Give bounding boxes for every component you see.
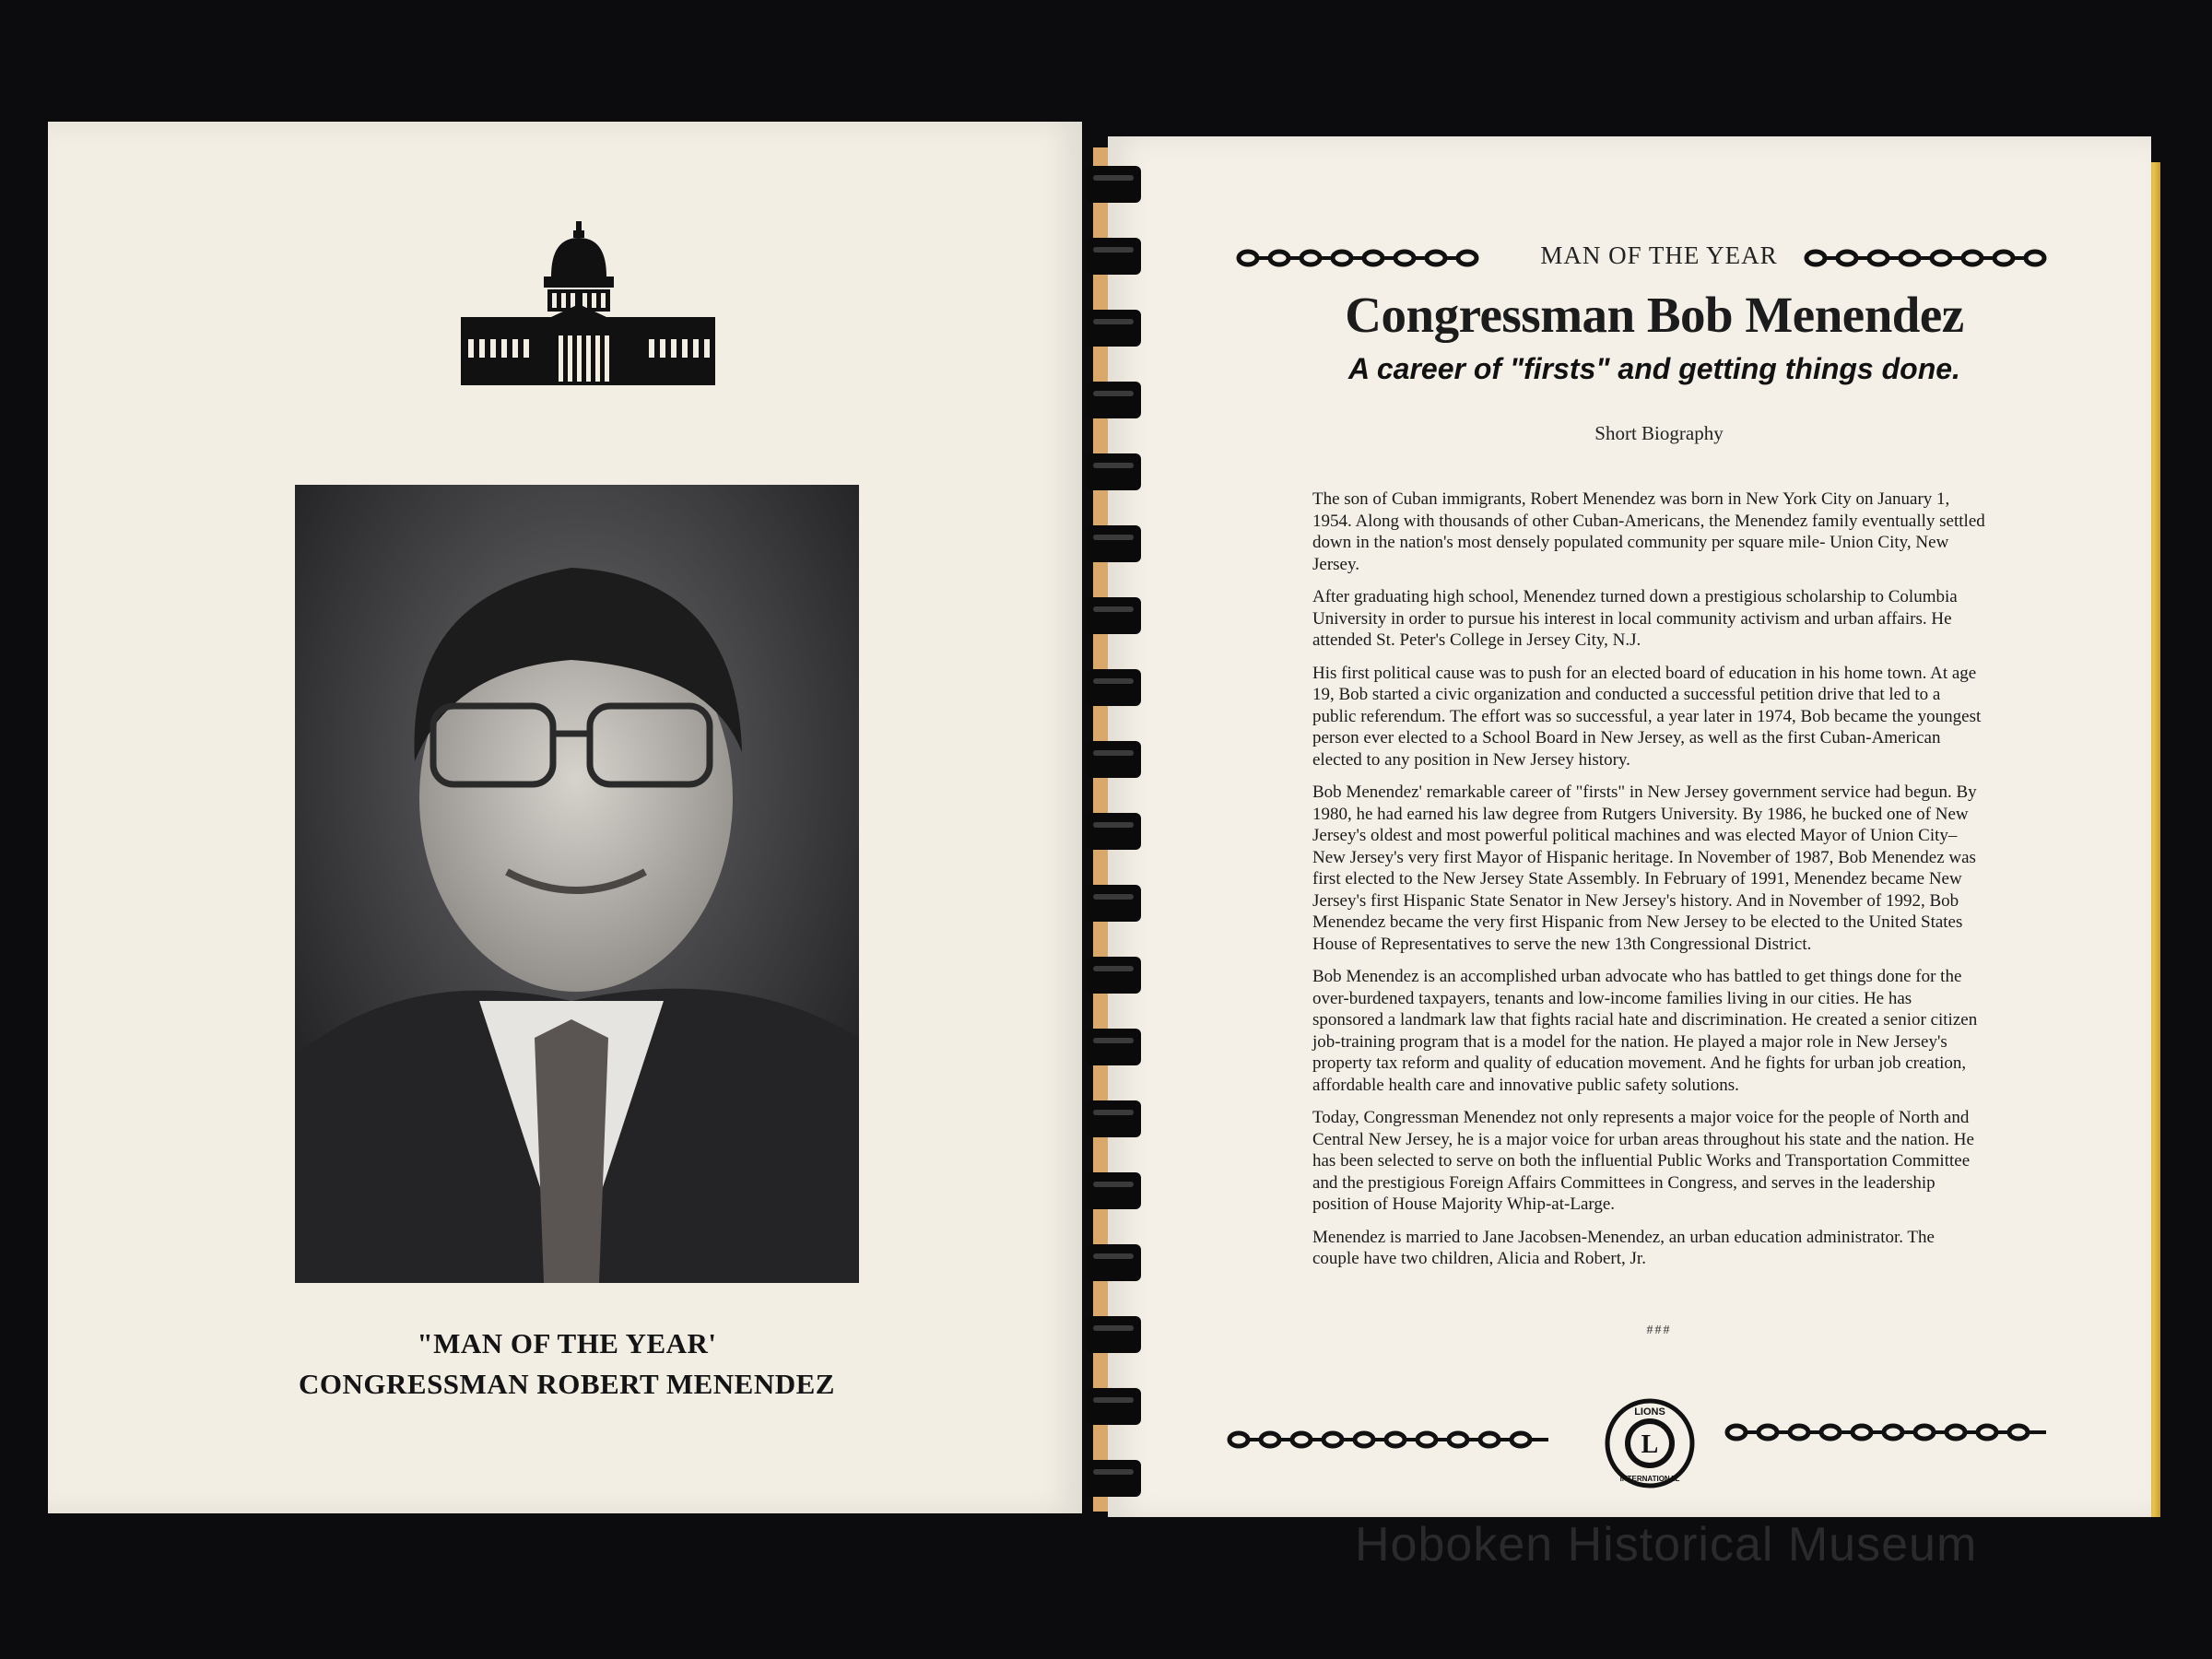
binding-coil	[1086, 1172, 1141, 1209]
binding-coil	[1086, 166, 1141, 203]
binding-coil	[1086, 957, 1141, 994]
binding-coil	[1086, 885, 1141, 922]
bio-paragraph: The son of Cuban immigrants, Robert Menendez was born in New York City on January 1, 1954. Along with thousands of other Cuban-Americans, the Menendez family eventually settled down in the nation's most densely populated community per square mile- Union City, New Jersey.	[1312, 489, 1985, 574]
binding-coil	[1086, 1100, 1141, 1137]
bio-paragraph: After graduating high school, Menendez turned down a prestigious scholarship to Columbia University in order to pursue his interest in local community activism and urban affairs. He attended St. Peter's College in Jersey City, N.J.	[1312, 587, 1958, 650]
capitol-building-icon	[459, 221, 717, 387]
emblem-top-text: LIONS	[1634, 1406, 1665, 1418]
binding-coil	[1086, 1029, 1141, 1065]
chain-ornament-icon	[1724, 1421, 2055, 1443]
binding-coil	[1086, 238, 1141, 275]
binding-coil	[1086, 1316, 1141, 1353]
bio-paragraph: Bob Menendez' remarkable career of "firsts" in New Jersey government service had begun. By 1980, he had earned his law degree from Rutgers University. By 1986, he bucked one of New Jersey's oldest and most powerful political machines and was elected Mayor of Union City– New Jersey's very first Mayor of Hispanic heritage. In November of 1987, Bob Menendez was first elected to the New Jersey State Assembly. In February of 1991, Menendez became New Jersey's first Hispanic State Senator in New Jersey's history. And in November of 1992, Bob Menendez became the very first Hispanic from New Jersey to be elected to the United States House of Representatives to serve the new 13th Congressional District.	[1312, 782, 1977, 954]
binding-coil	[1086, 382, 1141, 418]
emblem-bottom-text: INTERNATIONAL	[1619, 1475, 1680, 1483]
chain-ornament-icon	[1235, 247, 1493, 269]
section-label: Short Biography	[1594, 422, 1724, 444]
binding-coil	[1086, 1388, 1141, 1425]
binding-coil	[1086, 310, 1141, 347]
binding-coil	[1086, 453, 1141, 490]
kicker-text: MAN OF THE YEAR	[1540, 241, 1778, 269]
chain-ornament-icon	[1803, 247, 2061, 269]
lions-club-emblem-icon	[1604, 1397, 1696, 1489]
watermark: Hoboken Historical Museum	[1355, 1518, 1978, 1571]
bio-paragraph: Menendez is married to Jane Jacobsen-Menendez, an urban education administrator. The couple have two children, Alicia and Robert, Jr.	[1312, 1227, 1935, 1268]
header-ornament-row	[1235, 241, 2065, 278]
binding-coil	[1086, 1460, 1141, 1497]
caption-title: "MAN OF THE YEAR'	[417, 1327, 717, 1359]
page-title: Congressman Bob Menendez	[1345, 287, 1964, 343]
binding-coil	[1086, 525, 1141, 562]
chain-ornament-icon	[1226, 1429, 1558, 1451]
caption-name: CONGRESSMAN ROBERT MENENDEZ	[299, 1368, 835, 1400]
binding-coil	[1086, 669, 1141, 706]
bio-paragraph: Today, Congressman Menendez not only represents a major voice for the people of North and Central New Jersey, he is a major voice for urban areas throughout his state and the nation. He has been selected to serve on both the influential Public Works and Transportation Committee and the prestigious Foreign Affairs Committees in Congress, and serves in the leadership position of House Majority Whip-at-Large.	[1312, 1108, 1974, 1214]
emblem-letter: L	[1641, 1430, 1659, 1459]
biography-body	[1312, 488, 1985, 1281]
bio-paragraph: Bob Menendez is an accomplished urban advocate who has battled to get things done for the over-burdened taxpayers, tenants and low-income families living in our cities. He has sponsored a landmark law that fights racial hate and discrimination. He created a senior citizen job-training program that is a model for the nation. He played a major role in New Jersey's property tax reform and quality of education movement. And he fights for urban job creation, affordable health care and innovative public safety solutions.	[1312, 967, 1978, 1095]
binding-coil	[1086, 741, 1141, 778]
binding-coil	[1086, 597, 1141, 634]
binding-coil	[1086, 813, 1141, 850]
bio-paragraph: His first political cause was to push for an elected board of education in his home town. At age 19, Bob started a civic organization and conducted a successful petition drive that led to a public referendum. The effort was so successful, a year later in 1974, Bob became the youngest person ever elected to a School Board in New Jersey, as well as the first Cuban-American elected to any position in New Jersey history.	[1312, 663, 1982, 770]
end-mark: ###	[1646, 1324, 1672, 1337]
subtitle: A career of "firsts" and getting things done.	[1348, 352, 1960, 385]
binding-coil	[1086, 1244, 1141, 1281]
footer-ornament-row	[1226, 1401, 2055, 1483]
portrait-photo	[295, 485, 859, 1283]
